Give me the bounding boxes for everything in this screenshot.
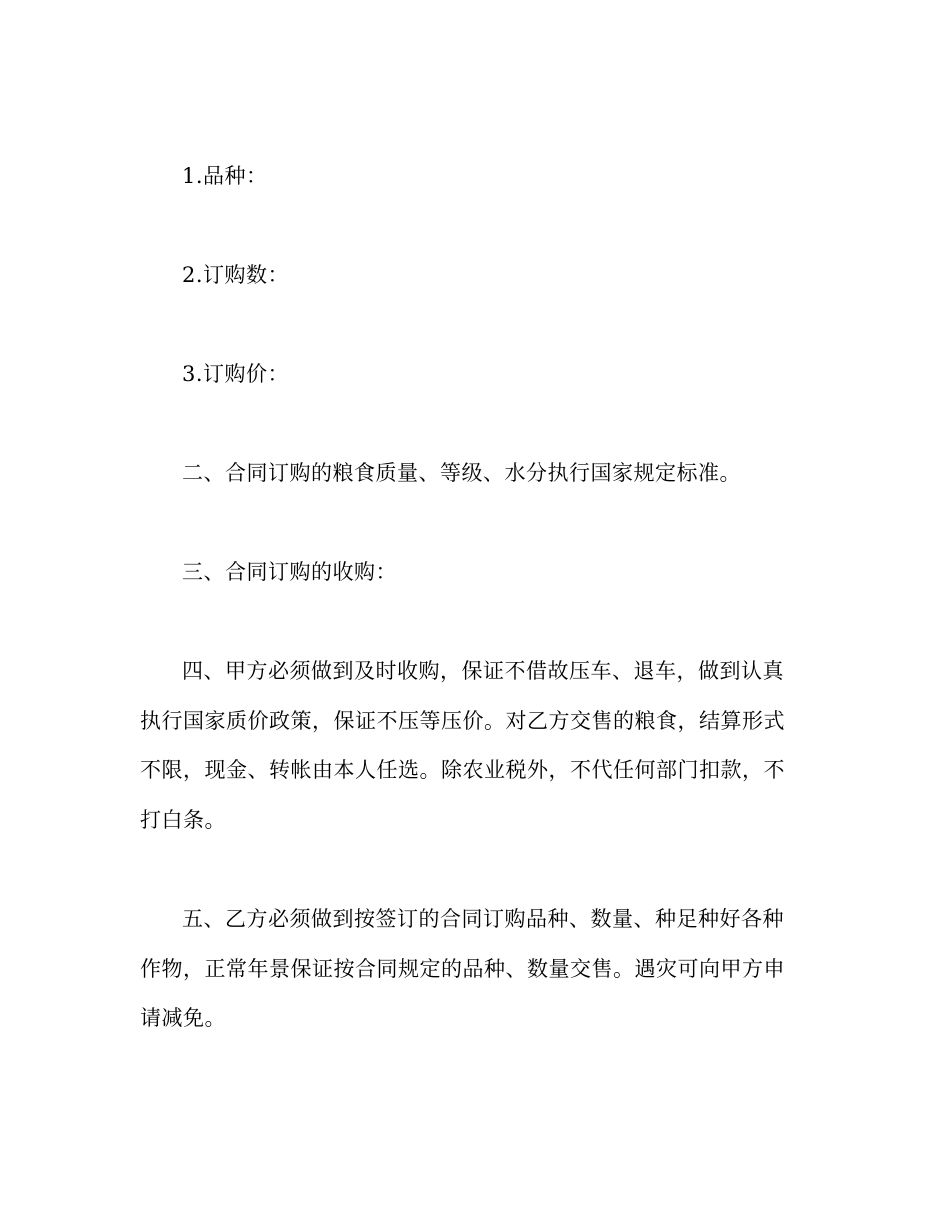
item-order-quantity: 2.订购数：: [182, 263, 290, 287]
item-variety: 1.品种：: [182, 164, 268, 188]
clause-purchase: 三、合同订购的收购：: [182, 560, 397, 584]
clause-party-b-obligations: 五、乙方必须做到按签订的合同订购品种、数量、种足种好各种作物，正常年景保证按合同规定的品种、数量交售。遇灾可向甲方申请减免。: [140, 907, 785, 1030]
clause-quality-standard: 二、合同订购的粮食质量、等级、水分执行国家规定标准。: [182, 461, 741, 485]
item-order-price: 3.订购价：: [182, 362, 290, 386]
clause-party-a-obligations: 四、甲方必须做到及时收购，保证不借故压车、退车，做到认真执行国家质价政策，保证不压等压价。对乙方交售的粮食，结算形式不限，现金、转帐由本人任选。除农业税外，不代任何部门扣款，不打白条。: [140, 659, 785, 832]
